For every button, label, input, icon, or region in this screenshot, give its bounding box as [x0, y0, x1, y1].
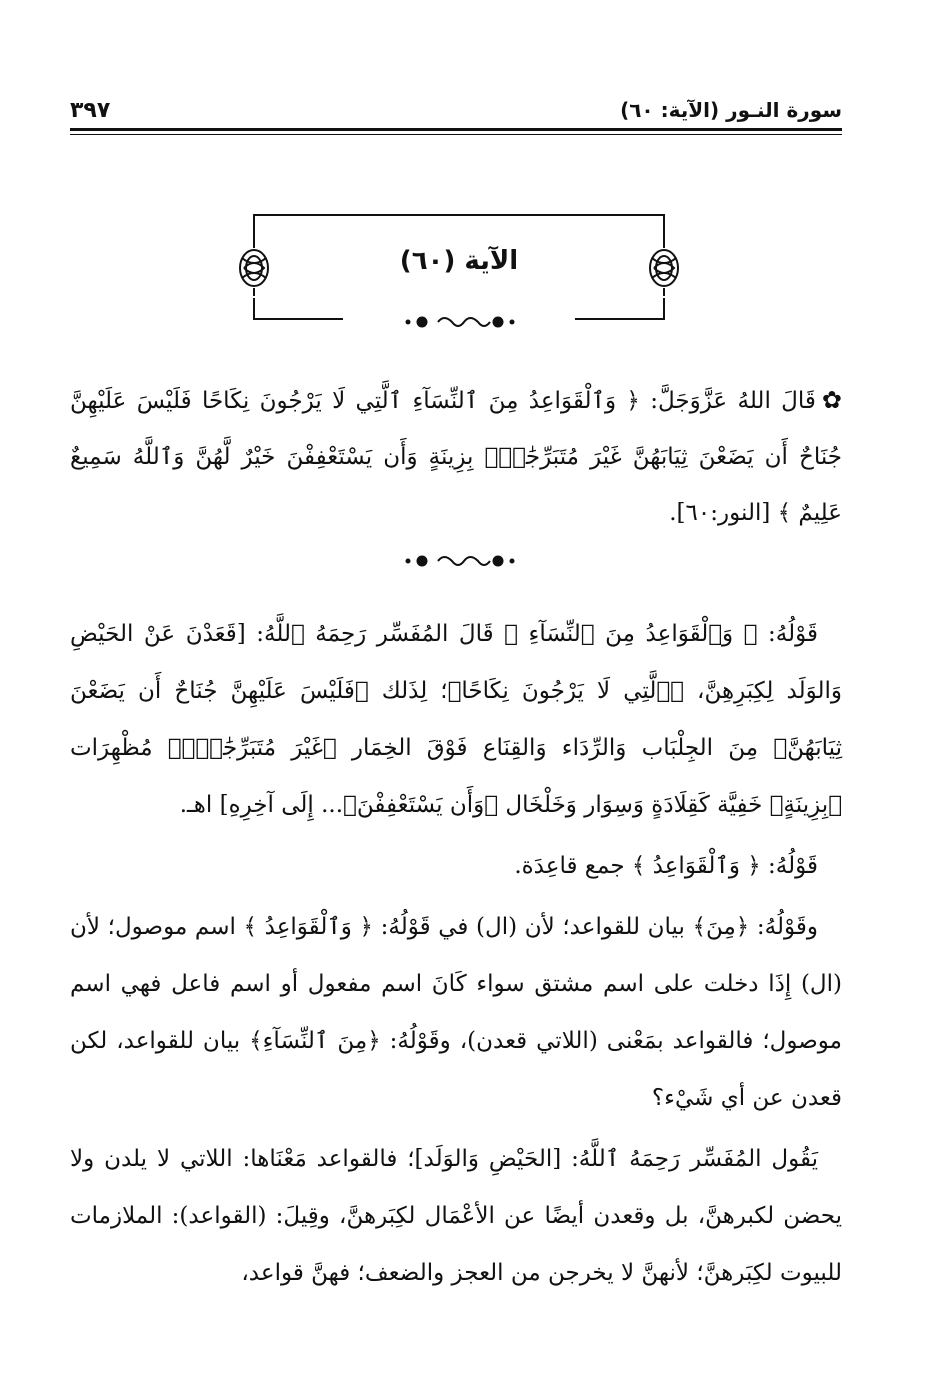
running-title: سورة النـور (الآية: ٦٠)	[620, 98, 842, 122]
frame-right-border	[663, 222, 665, 240]
flower-icon: ✿	[821, 386, 842, 414]
frame-right-border-bottom	[663, 298, 665, 312]
verse-title: الآية (٦٠)	[399, 246, 519, 276]
header-rule-thin	[70, 134, 842, 135]
frame-top-border	[253, 214, 665, 222]
frame-left-border	[253, 222, 255, 240]
page-number: ٣٩٧	[70, 98, 111, 123]
divider-ornament-icon	[400, 553, 520, 569]
page-header	[70, 98, 842, 128]
commentary-paragraph: يَقُول المُفَسِّر رَحِمَهُ ٱللَّهُ: [الحَيْضِ وَالوَلَد]؛ فالقواعد مَعْنَاها: اللاتي لا يلدن ولا يحضن لكبرهنَّ، بل وقعدن أيضًا عن الأعْمَال لكِبَرهنَّ، وقِيلَ: (القواعد): الملازمات للبيوت لكِبَرهنَّ؛ لأنهنَّ لا يخرجن من العجز والضعف؛ فهنَّ قواعد،	[70, 1146, 842, 1286]
verse-paragraph	[70, 372, 842, 541]
header-rule	[70, 128, 842, 131]
commentary-paragraph: قَوْلُهُ: ﴿ وَٱلْقَوَاعِدُ ﴾ جمع قاعِدَة.	[514, 853, 818, 879]
divider-ornament-icon	[400, 314, 520, 330]
verse-text: قَالَ اللهُ عَزَّوَجَلَّ: ﴿ وَٱلْقَوَاعِدُ مِنَ ٱلنِّسَآءِ ٱلَّتِي لَا يَرْجُونَ نِكَاحًا فَلَيْسَ عَلَيْهِنَّ جُنَاحٌ أَن يَضَعْنَ ثِيَابَهُنَّ غَيْرَ مُتَبَرِّجَٰتٍۭ بِزِينَةٍ وَأَن يَسْتَعْفِفْنَ خَيْرٌ لَّهُنَّ وَٱللَّهُ سَمِيعٌ عَلِيمٌ ﴾ [النور:٦٠].	[70, 388, 842, 526]
verse-title-frame	[253, 214, 665, 320]
frame-bottom-right-border	[575, 312, 665, 320]
frame-bottom-left-border	[253, 312, 343, 320]
commentary-paragraph: وقَوْلُهُ: ﴿مِنَ﴾ بيان للقواعد؛ لأن (ال) في قَوْلُهُ: ﴿ وَٱلْقَوَاعِدُ ﴾ اسم موصول؛ لأن (ال) إِذَا دخلت على اسم مشتق سواء كَانَ اسم مفعول أو اسم فاعل فهي اسم موصول؛ فالقواعد بمَعْنى (اللاتي قعدن)، وقَوْلُهُ: ﴿مِنَ ٱلنِّسَآءِ﴾ بيان للقواعد، لكن قعدن عن أي شَيْء؟	[70, 914, 842, 1111]
commentary-section	[70, 606, 842, 1302]
commentary-paragraph: قَوْلُهُ: ﴿ وَٱلْقَوَاعِدُ مِنَ ٱلنِّسَآءِ ﴾ قَالَ المُفَسِّر رَحِمَهُ ٱللَّهُ: [قَعَدْنَ عَنْ الحَيْضِ وَالوَلَد لِكِبَرِهِنَّ، ﴿ٱلَّتِي لَا يَرْجُونَ نِكَاحًا﴾؛ لِذَلك ﴿فَلَيْسَ عَلَيْهِنَّ جُنَاحٌ أَن يَضَعْنَ ثِيَابَهُنَّ﴾ مِنَ الجِلْبَاب وَالرِّدَاء وَالقِنَاع فَوْقَ الخِمَار ﴿غَيْرَ مُتَبَرِّجَٰتٍۭ﴾ مُظْهِرَات ﴿بِزِينَةٍ﴾ خَفِيَّة كَقِلَادَةٍ وَسِوَار وَخَلْخَال ﴿وَأَن يَسْتَعْفِفْنَ﴾... إِلَى آخِرِهِ] اهـ.	[70, 621, 842, 818]
frame-left-border-bottom	[253, 298, 255, 312]
